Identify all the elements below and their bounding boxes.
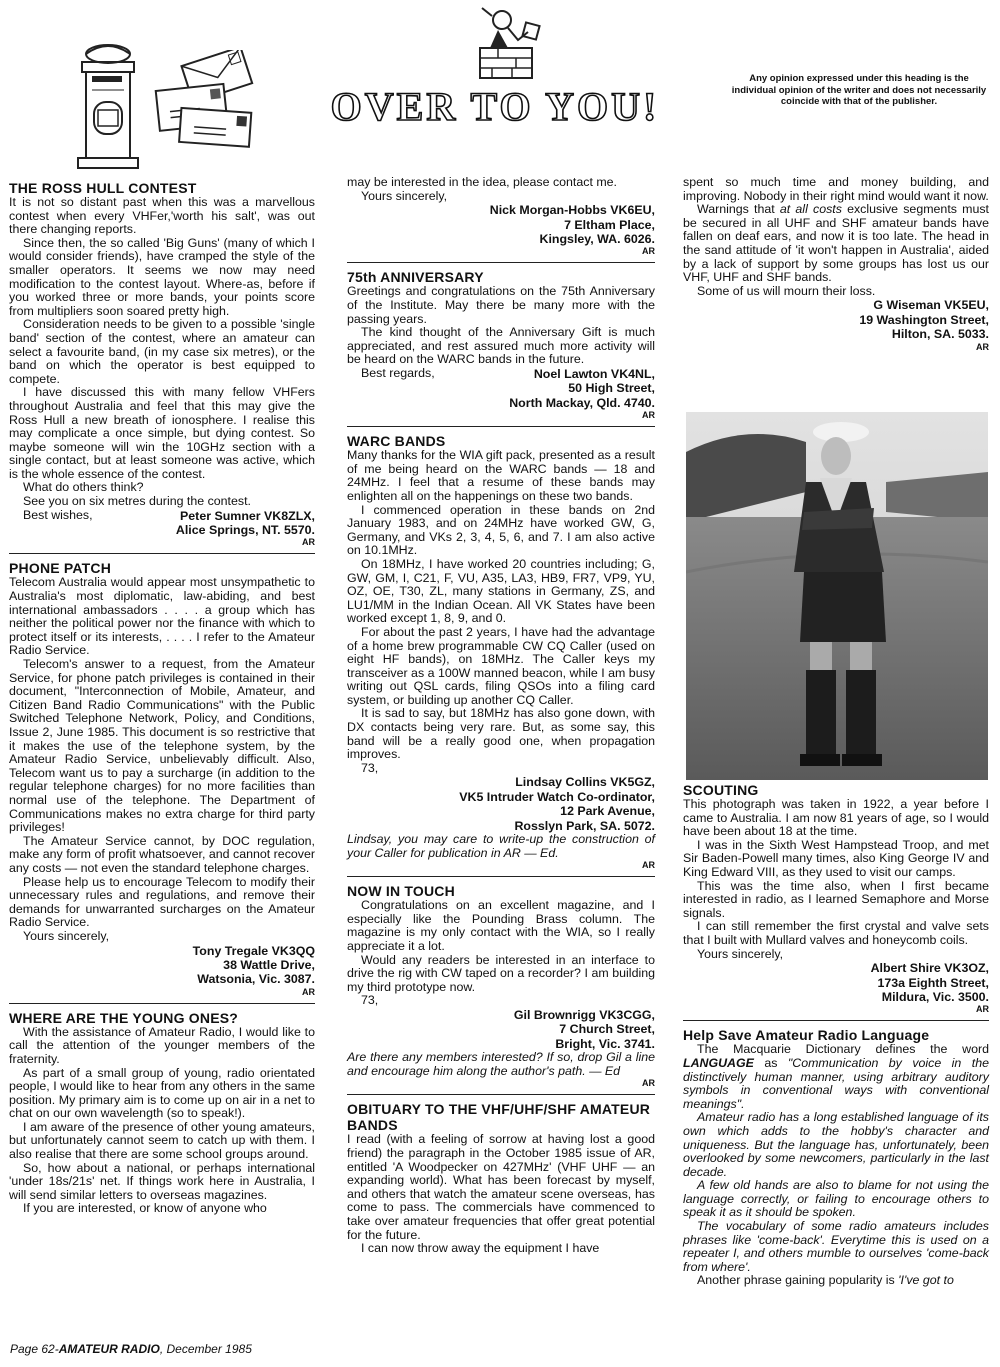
paragraph: may be interested in the idea, please contact me. xyxy=(347,175,617,189)
signature-address: Mildura, Vic. 3500. xyxy=(881,989,989,1004)
signature-name: Albert Shire VK3OZ, xyxy=(870,961,989,976)
paragraph: I commenced operation in these bands on 2nd January 1983, and on 24MHz have worked GW, G, Germany, and VKs 2, 3, 4, 5, 6, and 7. I am also active on 10.1MHz. xyxy=(347,502,655,558)
signature-name: Tony Tregale VK3QQ xyxy=(192,943,315,958)
paragraph: I have discussed this with many fellow VHFers throughout Australia and feel that this may give the Ross Hull a new breath of ionosphere. I realise this may complicate a once simple, but dying contest. So maybe someone will win the 10GHz section with a single contact, but at least someone was active, which is the whole essence of the contest. xyxy=(9,385,315,481)
postbox-icon xyxy=(68,40,148,180)
page-footer xyxy=(10,1342,252,1356)
heading-75th-anniversary: 75th ANNIVERSARY xyxy=(347,269,484,286)
heading-obituary: OBITUARY TO THE VHF/UHF/SHF AMATEUR BANDS xyxy=(347,1101,651,1134)
closing-row xyxy=(347,367,655,381)
paragraph: Since then, the so called 'Big Guns' (many of which I would consider friends), have cramped the style of the smaller operators. It seems we now may need modification to the contest layout. Where-as, before if you worked three or more bands, your points score from multipliers soon soared pretty high. xyxy=(9,235,315,318)
ar-mark: AR xyxy=(642,1078,655,1089)
paragraph: This was the time also, when I first became interested in radio, as I learned Semaphore and Morse signals. xyxy=(683,878,989,920)
signature-name: Peter Sumner VK8ZLX, xyxy=(180,508,315,523)
ar-mark: AR xyxy=(642,410,655,421)
article-language xyxy=(683,1027,989,1288)
column-1 xyxy=(9,180,315,1222)
signature-address: 38 Wattle Drive, xyxy=(223,957,315,972)
paragraph: I can still remember the first crystal and valve sets that I built with Mullard valves and honeycomb coils. xyxy=(683,919,989,947)
letter-ross-hull xyxy=(9,180,315,547)
signature-name: G Wiseman VK5EU, xyxy=(873,298,989,313)
editor-note: Lindsay, you may care to write-up the construction of your Caller for publication in AR — Ed. xyxy=(347,832,655,860)
letter-scouting xyxy=(683,782,989,1014)
heading-warc-bands: WARC BANDS xyxy=(347,433,446,450)
heading-phone-patch: PHONE PATCH xyxy=(9,560,112,577)
paragraph: Congratulations on an excellent magazine, and I especially like the Pounding Brass column. The magazine is my only contact with the WIA, so I really appreciate it a lot. xyxy=(347,898,655,954)
paragraph: Telecom's answer to a request, from the Amateur Service, for phone patch privileges is contained in their document, "Interconnection of Mobile, Amateur, and Citizen Band Radio Communications" with the Public Switched Telephone Network, Policy, and Conditions, Issue 2, June 1985. This document is so restrictive that it makes the use of the telephone system, by the Amateur Radio Service, unbelievably difficult. Also, Telecom want us to pay a surcharge (in addition to the regular telephone charges) for no more facilities than normal use of the telephone. The Department of Communications makes no extra charge for third party privileges! xyxy=(9,657,315,835)
signature-address: Kingsley, WA. 6026. xyxy=(539,232,655,246)
divider xyxy=(683,1020,989,1021)
paragraph: Amateur radio has a long established language of its own which adds to the hobby's character and uniqueness. But the language has, unfortunately, been overlooked by some newcomers, particularly in the last decade. xyxy=(683,1110,989,1179)
footer-magazine: AMATEUR RADIO xyxy=(58,1342,160,1356)
letter-now-in-touch xyxy=(347,883,655,1088)
letter-75th-anniversary xyxy=(347,269,655,420)
column-2 xyxy=(347,176,655,1262)
divider xyxy=(347,262,655,263)
text-run-italic: at all costs xyxy=(779,202,842,217)
letter-warc-bands xyxy=(347,433,655,870)
footer-date: , December 1985 xyxy=(159,1342,252,1356)
divider xyxy=(347,426,655,427)
paragraph: spent so much time and money building, and improving. Nobody in their right mind would want it now. xyxy=(683,175,989,203)
signature-address: Hilton, SA. 5033. xyxy=(891,327,989,342)
paragraph xyxy=(683,1274,989,1288)
footer-page: Page 62- xyxy=(10,1342,59,1356)
heading-language: Help Save Amateur Radio Language xyxy=(683,1027,930,1044)
text-run-bold-italic: LANGUAGE xyxy=(683,1055,754,1070)
paragraph: The kind thought of the Anniversary Gift is much appreciated, and rest assured much more activity will be heard on the WARC bands in the future. xyxy=(347,325,655,367)
paragraph xyxy=(683,1043,989,1111)
letter-young-ones-continued xyxy=(347,176,655,256)
envelopes-icon xyxy=(150,50,260,150)
paragraph: A few old hands are also to blame for not using the language correctly, or failing to encourage others to speak it as it should be spoken. xyxy=(683,1178,989,1220)
closing: Best regards, xyxy=(361,365,435,380)
ar-mark: AR xyxy=(976,1004,989,1015)
ar-mark: AR xyxy=(302,986,315,997)
cartoon-figure-icon xyxy=(468,4,544,82)
paragraph: I read (with a feeling of sorrow at having lost a good friend) the paragraph in the October 1985 issue of AR, entitled 'A Woodpecker on 427MHz' (VHF UHF — an expanding world). What has been forecast by myself, and others that watch the amateur scene overseas, has come to pass. The commercials have commenced to take over amateur frequencies that offer great potential for the future. xyxy=(347,1132,655,1242)
paragraph: The Amateur Service cannot, by DOC regulation, make any form of profit whatsoever, and cannot recover any costs — not even the standard telephone charges. xyxy=(9,833,315,875)
letter-obituary xyxy=(347,1101,655,1255)
signature-name: Lindsay Collins VK5GZ, xyxy=(515,775,655,790)
paragraph: Some of us will mourn their loss. xyxy=(697,283,876,298)
signature-address: Watsonia, Vic. 3087. xyxy=(197,972,315,987)
closing: 73, xyxy=(361,993,379,1008)
paragraph: So, how about a national, or perhaps international 'under 18s/21s' net. If things work here in Australia, I will send similar letters to overseas magazines. xyxy=(9,1160,315,1202)
signature-address: 19 Washington Street, xyxy=(859,312,989,327)
signature-name: Nick Morgan-Hobbs VK6EU, xyxy=(489,203,655,218)
signature-address: 7 Church Street, xyxy=(559,1022,655,1037)
closing: Yours sincerely, xyxy=(23,928,110,943)
signature-address: 12 Park Avenue, xyxy=(560,804,655,819)
divider xyxy=(347,876,655,877)
text-run: exclusive segments must be secured in all UHF and SHF amateur bands have fallen on deaf ears, and now it is too late. The head in the sand attitude of 'it won't happen in Australia', aided by a lack of support by some groups has lost us our VHF, UHF and SHF bands. xyxy=(683,202,989,285)
paragraph: Telecom Australia would appear most unsympathetic to Australia's most diplomatic, law-abiding, and best international ambassadors . . . . a group which has neither the political power nor the finance with which to protect itself or its interests, . . . . I refer to the Amateur Radio Service. xyxy=(9,575,315,658)
ar-mark: AR xyxy=(642,860,655,871)
letter-obituary-continued xyxy=(683,176,989,352)
column-3 xyxy=(683,176,989,358)
paragraph: It is not so distant past when this was a marvellous contest when every VHFer,'worth his salt', was out there changing reports. xyxy=(9,195,315,237)
signature-address: Rosslyn Park, SA. 5072. xyxy=(514,818,655,833)
ar-mark: AR xyxy=(302,537,315,548)
signature-address: VK5 Intruder Watch Co-ordinator, xyxy=(459,789,655,804)
divider xyxy=(347,1094,655,1095)
heading-now-in-touch: NOW IN TOUCH xyxy=(347,883,455,900)
paragraph: For about the past 2 years, I have had the advantage of a home brew programmable CW CQ Caller (used on eight HF bands), on 18MHz. The Caller keys my transceiver as a 100W manned beacon, while I am busy writing out QSL cards, filing QSOs into a filing card system, or building up another CQ Caller. xyxy=(347,624,655,707)
editor-note: Are there any members interested? If so, drop Gil a line and encourage him along the author's path. — Ed xyxy=(347,1050,655,1078)
closing: Best wishes, xyxy=(23,507,93,522)
signature-address: North Mackay, Qld. 4740. xyxy=(509,395,655,410)
closing: 73, xyxy=(361,760,379,775)
paragraph: On 18MHz, I have worked 20 countries including; G, GW, GM, I, C21, F, VU, A35, LA3, HB9, FR7, VP9, YU, OZ, OE, T30, ZL, many stations in Germany, ZS, and LU1/MM in the Indian Ocean. All VK States have been worked except 1, 8, 9, and 0. xyxy=(347,556,655,626)
text-run: as xyxy=(753,1055,788,1070)
paragraph: Consideration needs to be given to a possible 'single band' section of the contest, where an amateur can select a favourite band, (in my case six metres), or the band on which the operator is best equipped to compete. xyxy=(9,317,315,386)
signature-address: Bright, Vic. 3741. xyxy=(555,1036,655,1051)
letter-young-ones xyxy=(9,1010,315,1216)
text-run: Another phrase gaining popularity is xyxy=(697,1273,899,1288)
paragraph: I am aware of the presence of other young amateurs, but unfortunately cannot seem to catch up with them. I also realise that there are some school groups around. xyxy=(9,1119,315,1162)
column-3-lower xyxy=(683,782,989,1294)
paragraph: It is sad to say, but 18MHz has also gone down, with DX contacts being very rare. But, as some say, this band will be a really good one, when propagation improves. xyxy=(347,706,655,762)
paragraph: Would any readers be interested in an interface to drive the rig with CW taped on a recorder? I am building my third prototype now. xyxy=(347,952,655,994)
text-run: The Macquarie Dictionary defines the word xyxy=(697,1042,989,1057)
scout-photograph xyxy=(686,412,988,780)
text-run-italic: "Communication by voice in the distinctively human manner, using arbitrary auditory symbols in conventional ways with conventional meanings". xyxy=(683,1055,989,1111)
heading-scouting: SCOUTING xyxy=(683,782,759,798)
paragraph: I was in the Sixth West Hampstead Troop, and met Sir Baden-Powell many times, also King George IV and King Edward VIII, as they used to visit our camps. xyxy=(683,837,989,879)
closing: Yours sincerely, xyxy=(697,946,784,961)
paragraph: As part of a small group of young, radio orientated people, I would like to hear from any others in the same position. My primary aim is to come up on air in a net to chat on our own wavelength (so to speak!). xyxy=(9,1065,315,1121)
heading-ross-hull: THE ROSS HULL CONTEST xyxy=(9,180,197,196)
signature-name: Noel Lawton VK4NL, xyxy=(533,366,655,381)
paragraph: If you are interested, or know of anyone who xyxy=(23,1201,267,1216)
closing: Yours sincerely, xyxy=(361,188,448,203)
divider xyxy=(9,553,315,554)
closing-row xyxy=(9,509,315,523)
paragraph: I can now throw away the equipment I have xyxy=(361,1241,600,1256)
paragraph: The vocabulary of some radio amateurs includes phrases like 'come-back'. Everytime this is used on a repeater I, and others mumble to ourselves 'come-back from where'. xyxy=(683,1219,989,1274)
text-run: Warnings that xyxy=(697,202,780,217)
disclaimer: Any opinion expressed under this heading is the individual opinion of the writer and does not necessarily coincide with that of the publisher. xyxy=(731,73,987,108)
letter-phone-patch xyxy=(9,560,315,996)
signature-name: Gil Brownrigg VK3CGG, xyxy=(513,1008,655,1022)
signature-address: 7 Eltham Place, xyxy=(564,217,655,232)
page-title xyxy=(314,84,676,128)
paragraph xyxy=(683,203,989,285)
divider xyxy=(9,1003,315,1004)
paragraph: Greetings and congratulations on the 75th Anniversary of the Institute. May there be many more with the passing years. xyxy=(347,284,655,326)
signature-address: 50 High Street, xyxy=(568,381,655,396)
paragraph: Please help us to encourage Telecom to modify their unnecessary rules and regulations, and remove their demands for unwarranted surcharges on the Amateur Radio Service. xyxy=(9,874,315,930)
text-run-italic: 'I've got to xyxy=(898,1273,954,1288)
ar-mark: AR xyxy=(976,341,989,352)
ar-mark: AR xyxy=(642,246,655,257)
paragraph: What do others think? xyxy=(23,480,144,495)
paragraph: Many thanks for the WIA gift pack, presented as a result of me being heard on the WARC bands — 18 and 24MHz. I feel that a resume of these bands may enlighten all on the happenings on these two bands. xyxy=(347,448,655,503)
signature-address: 173a Eighth Street, xyxy=(877,975,989,990)
signature-address: Alice Springs, NT. 5570. xyxy=(175,523,315,538)
paragraph: See you on six metres during the contest. xyxy=(23,494,251,509)
heading-young-ones: WHERE ARE THE YOUNG ONES? xyxy=(9,1009,239,1026)
paragraph: With the assistance of Amateur Radio, I would like to call the attention of the younger members of the fraternity. xyxy=(9,1024,315,1066)
paragraph: This photograph was taken in 1922, a year before I came to Australia. I am now 81 years of age, so I would have been about 18 at the time. xyxy=(683,797,989,839)
svg-text:OVER TO YOU!: OVER TO YOU! xyxy=(330,84,660,128)
